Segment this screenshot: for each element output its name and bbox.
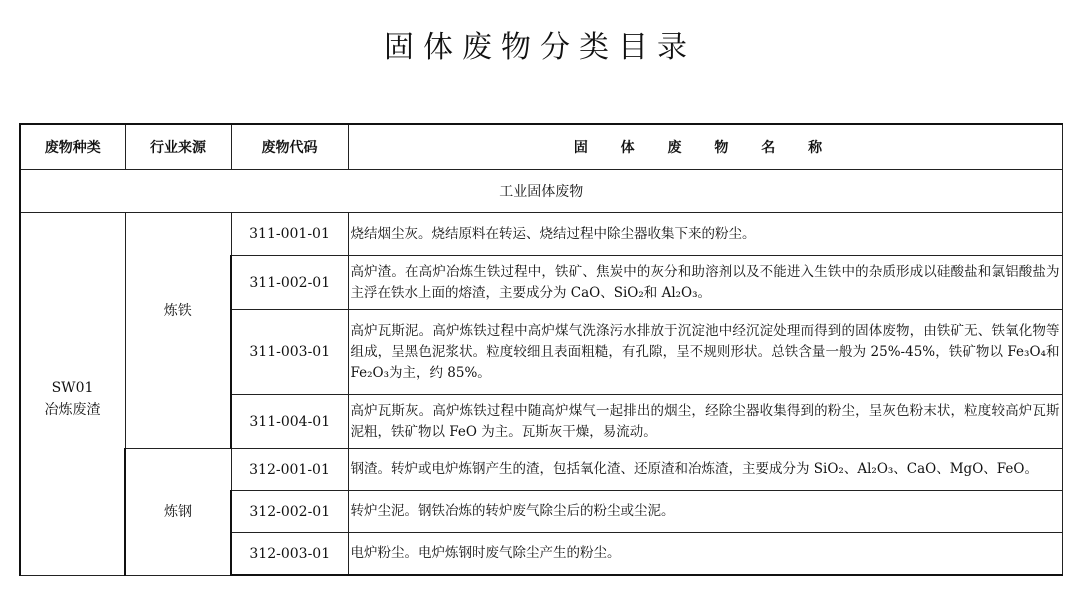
waste-code: 311-001-01 bbox=[231, 213, 348, 256]
waste-code: 312-001-01 bbox=[231, 449, 348, 491]
page-title: 固体废物分类目录 bbox=[384, 30, 696, 65]
section-row bbox=[20, 170, 1062, 213]
header-code: 废物代码 bbox=[231, 124, 348, 170]
waste-description: 钢渣。转炉或电炉炼钢产生的渣，包括氧化渣、还原渣和冶炼渣，主要成分为 SiO₂、Al₂O₃、CaO、MgO、FeO。 bbox=[348, 449, 1062, 491]
waste-description: 高炉瓦斯泥。高炉炼铁过程中高炉煤气洗涤污水排放于沉淀池中经沉淀处理而得到的固体废物，由铁矿无、铁氧化物等组成，呈黑色泥浆状。粒度较细且表面粗糙，有孔隙，呈不规则形状。总铁含量一般为 25%-45%，铁矿物以 Fe₃O₄和 Fe₂O₃为主，约 85%。 bbox=[348, 310, 1062, 395]
category-code: SW01 bbox=[51, 379, 94, 396]
header-name: 固 体 废 物 名 称 bbox=[348, 124, 1062, 170]
header-source: 行业来源 bbox=[125, 124, 231, 170]
header-category: 废物种类 bbox=[20, 124, 125, 170]
waste-description: 高炉渣。在高炉冶炼生铁过程中，铁矿、焦炭中的灰分和助溶剂以及不能进入生铁中的杂质形成以硅酸盐和氯铝酸盐为主浮在铁水上面的熔渣，主要成分为 CaO、SiO₂和 Al₂O₃。 bbox=[348, 256, 1062, 310]
source-iron: 炼铁 bbox=[125, 213, 231, 449]
waste-description: 高炉瓦斯灰。高炉炼铁过程中随高炉煤气一起排出的烟尘，经除尘器收集得到的粉尘，呈灰色粉末状，粒度较高炉瓦斯泥粗，铁矿物以 FeO 为主。瓦斯灰干燥，易流动。 bbox=[348, 395, 1062, 449]
waste-code: 311-004-01 bbox=[231, 395, 348, 449]
waste-description: 烧结烟尘灰。烧结原料在转运、烧结过程中除尘器收集下来的粉尘。 bbox=[348, 213, 1062, 256]
table-row bbox=[20, 213, 1062, 256]
category-name: 冶炼废渣 bbox=[44, 401, 101, 418]
waste-description: 转炉尘泥。钢铁冶炼的转炉废气除尘后的粉尘或尘泥。 bbox=[348, 491, 1062, 533]
waste-description: 电炉粉尘。电炉炼钢时废气除尘产生的粉尘。 bbox=[348, 533, 1062, 576]
waste-code: 312-003-01 bbox=[231, 533, 348, 576]
table-row bbox=[20, 449, 1062, 491]
waste-code: 311-003-01 bbox=[231, 310, 348, 395]
category-cell bbox=[20, 213, 125, 576]
source-steel: 炼钢 bbox=[125, 449, 231, 576]
header-row bbox=[20, 124, 1062, 170]
section-title: 工业固体废物 bbox=[20, 170, 1062, 213]
waste-code: 312-002-01 bbox=[231, 491, 348, 533]
waste-code: 311-002-01 bbox=[231, 256, 348, 310]
waste-catalog-table bbox=[19, 123, 1063, 576]
